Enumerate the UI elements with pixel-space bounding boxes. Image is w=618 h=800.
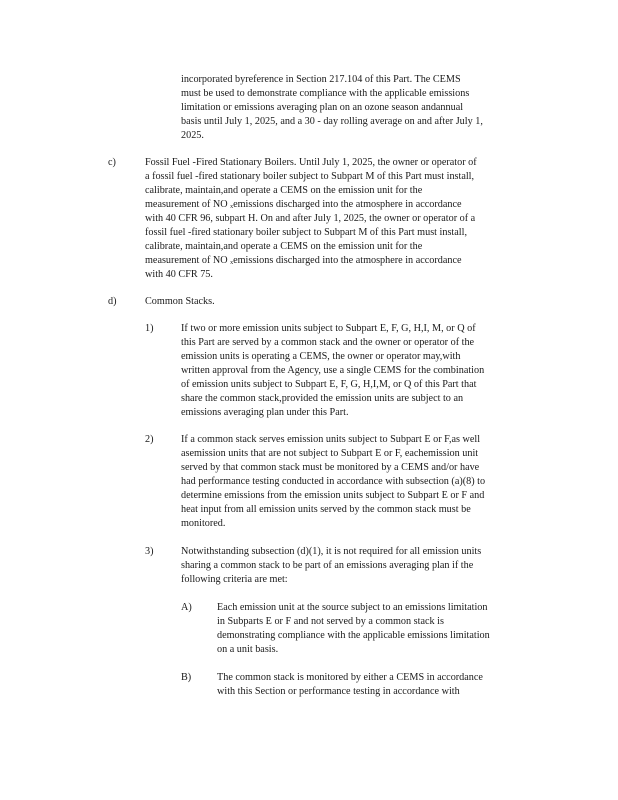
intro-line: 2025.	[181, 130, 204, 141]
section-c-label: c)	[108, 157, 116, 168]
item-1-line: emission units is operating a CEMS, the owner or operator may,with	[181, 351, 461, 362]
item-2-line: served by that common stack must be monitored by a CEMS and/or have	[181, 462, 480, 473]
subitem-a-line: demonstrating compliance with the applicable emissions limitation	[217, 630, 490, 641]
subitem-b-line: The common stack is monitored by either a CEMS in accordance	[217, 672, 483, 683]
intro-line: incorporated byreference in Section 217.104 of this Part. The CEMS	[181, 74, 461, 85]
item-2-line: If a common stack serves emission units subject to Subpart E or F,as well	[181, 434, 481, 445]
item-2-line: determine emissions from the emission units subject to Subpart E or F and	[181, 490, 485, 501]
item-1-line: emissions averaging plan under this Part.	[181, 407, 349, 418]
subitem-a-label: A)	[181, 602, 192, 613]
intro-line: limitation or emissions averaging plan on an ozone season andannual	[181, 102, 464, 113]
item-3-line: following criteria are met:	[181, 574, 288, 585]
section-c-line: measurement of NO ₓemissions discharged into the atmosphere in accordance	[145, 255, 462, 266]
subitem-a-line: Each emission unit at the source subject to an emissions limitation	[217, 602, 488, 613]
item-1-line: this Part are served by a common stack and the owner or operator of the	[181, 337, 475, 348]
item-1-line: written approval from the Agency, use a single CEMS for the combination	[181, 365, 485, 376]
item-2-line: heat input from all emission units served by the common stack must be	[181, 504, 471, 515]
item-1-line: of emission units subject to Subpart E, F, G, H,I,M, or Q of this Part that	[181, 379, 477, 390]
item-1-label: 1)	[145, 323, 154, 334]
subitem-b-label: B)	[181, 672, 192, 683]
item-2-line: monitored.	[181, 518, 226, 529]
section-d-label: d)	[108, 296, 117, 307]
intro-line: must be used to demonstrate compliance with the applicable emissions	[181, 88, 470, 99]
item-3-label: 3)	[145, 546, 154, 557]
section-c-line: fossil fuel -fired stationary boiler subject to Subpart M of this Part must install,	[145, 227, 467, 238]
section-d-heading: Common Stacks.	[145, 296, 215, 307]
intro-line: basis until July 1, 2025, and a 30 - day rolling average on and after July 1,	[181, 116, 483, 127]
item-2-line: had performance testing conducted in accordance with subsection (a)(8) to	[181, 476, 486, 487]
section-c-line: calibrate, maintain,and operate a CEMS on the emission unit for the	[145, 241, 423, 252]
item-1-line: If two or more emission units subject to Subpart E, F, G, H,I, M, or Q of	[181, 323, 476, 334]
section-c-line: with 40 CFR 75.	[145, 269, 213, 280]
section-c-line: with 40 CFR 96, subpart H. On and after July 1, 2025, the owner or operator of a	[145, 213, 476, 224]
subitem-b-line: with this Section or performance testing in accordance with	[217, 686, 460, 697]
item-1-line: share the common stack,provided the emission units are subject to an	[181, 393, 464, 404]
subitem-a-line: on a unit basis.	[217, 644, 279, 655]
section-c-line: Fossil Fuel -Fired Stationary Boilers. Until July 1, 2025, the owner or operator of	[145, 157, 477, 168]
section-c-line: a fossil fuel -fired stationary boiler subject to Subpart M of this Part must install,	[145, 171, 475, 182]
subitem-a-line: in Subparts E or F and not served by a common stack is	[217, 616, 444, 627]
item-2-line: asemission units that are not subject to Subpart E or F, eachemission unit	[181, 448, 479, 459]
section-c-line: measurement of NO ₓemissions discharged into the atmosphere in accordance	[145, 199, 462, 210]
section-c-line: calibrate, maintain,and operate a CEMS on the emission unit for the	[145, 185, 423, 196]
item-3-line: Notwithstanding subsection (d)(1), it is not required for all emission units	[181, 546, 482, 557]
item-2-label: 2)	[145, 434, 154, 445]
item-3-line: sharing a common stack to be part of an emissions averaging plan if the	[181, 560, 474, 571]
